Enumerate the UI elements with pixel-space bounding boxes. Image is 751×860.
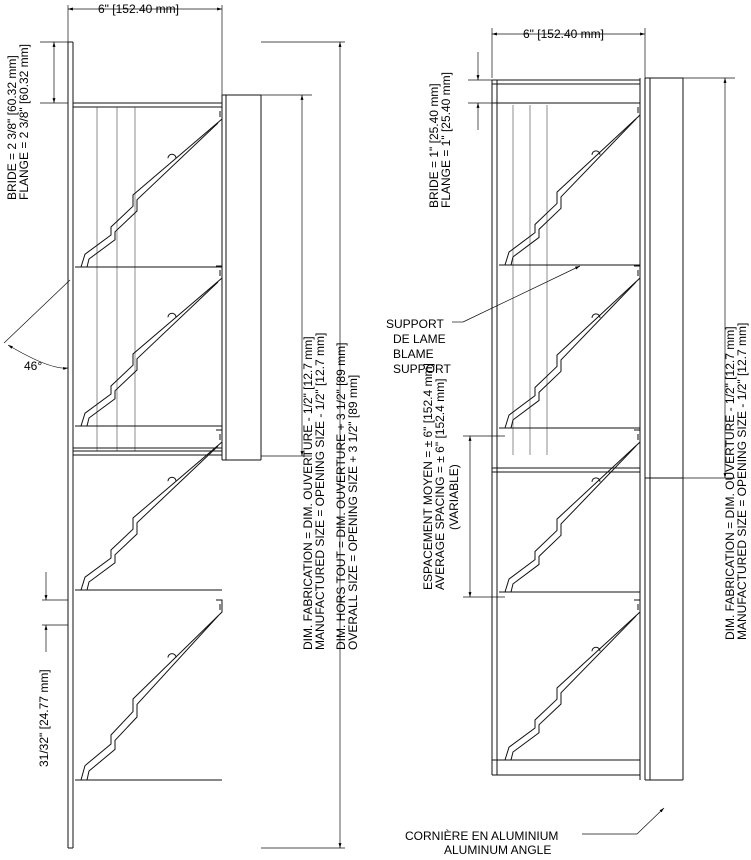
right-spacing-dim: [463, 436, 505, 597]
left-overall-fr: DIM. HORS TOUT = DIM. OUVERTURE + 3 1/2" [89 mm]: [334, 342, 348, 650]
left-width-dim: [68, 5, 222, 95]
spacing-variable: (VARIABLE): [447, 464, 461, 530]
spacing-en: AVERAGE SPACING = ± 6" [152.4 mm]: [433, 378, 447, 590]
left-angle-dim: [4, 280, 70, 368]
angle-leader: [582, 808, 664, 834]
support-leader: [452, 266, 580, 322]
left-blade-3-hook: [168, 434, 220, 481]
left-blade-3-edge-2: [87, 446, 218, 590]
right-blade-4-edge-2: [511, 616, 636, 760]
left-blade-4-hook: [168, 604, 220, 658]
left-overall-en: OVERALL SIZE = OPENING SIZE + 3 1/2" [89 mm]: [346, 374, 360, 650]
left-blade-1-hook: [168, 111, 220, 158]
left-mfg-en: MANUFACTURED SIZE = OPENING SIZE - 1/2" [12.7 mm]: [313, 332, 327, 650]
left-blade-3: [75, 430, 222, 590]
left-blade-4-edge-2: [87, 616, 218, 780]
support-en-2: SUPPORT: [393, 362, 451, 376]
left-blade-2-edge-1: [81, 266, 222, 426]
right-blade-3-hook: [592, 434, 638, 482]
left-blade-3-edge-1: [81, 430, 222, 590]
left-flange-en: FLANGE = 2 3/8" [60.32 mm]: [17, 44, 31, 200]
left-flange-fr: BRIDE = 2 3/8" [60.32 mm]: [5, 55, 19, 200]
left-width-label: 6" [152.40 mm]: [98, 2, 179, 16]
right-blade-1-edge-1: [505, 103, 640, 265]
left-blade-4-edge-1: [81, 600, 222, 780]
right-blades: [499, 103, 640, 760]
right-blade-2: [499, 266, 640, 428]
right-blade-4-edge-1: [505, 600, 640, 760]
left-blade-4: [75, 600, 222, 780]
right-lower-frame: [492, 472, 683, 780]
right-blade-4: [499, 600, 640, 760]
left-small-dim: [42, 572, 68, 652]
support-fr-2: DE LAME: [393, 332, 446, 346]
right-blade-3: [499, 430, 640, 592]
left-angle-label: 46°: [24, 359, 43, 373]
right-louver-frame: [492, 78, 683, 478]
left-blade-2-edge-2: [87, 282, 218, 426]
support-en-1: BLAME: [393, 347, 434, 361]
right-blade-2-hook: [592, 270, 638, 318]
right-flange-en: FLANGE = 1" [25.40 mm]: [439, 72, 453, 208]
right-flange-fr: BRIDE = 1" [25.40 mm]: [427, 83, 441, 208]
left-louver-frame: [68, 42, 261, 848]
left-blade-2-hook: [168, 270, 220, 317]
angle-fr: CORNIÈRE EN ALUMINIUM: [405, 829, 559, 843]
left-flange-dim: [40, 42, 68, 103]
spacing-fr: ESPACEMENT MOYEN = ± 6" [152.4 mm]: [421, 363, 435, 590]
right-mfg-fr: DIM. FABRICATION = DIM. OUVERTURE - 1/2" [12.7 mm]: [723, 326, 737, 640]
right-mfg-en: MANUFACTURED SIZE = OPENING SIZE - 1/2" [12.7 mm]: [735, 322, 749, 640]
left-blade-1-edge-2: [87, 123, 218, 267]
right-width-label: 6" [152.40 mm]: [523, 27, 604, 41]
right-blade-4-hook: [592, 604, 638, 651]
right-blade-2-edge-1: [505, 266, 640, 428]
right-blade-1-hook: [592, 107, 638, 155]
right-flange-dim: [468, 52, 492, 130]
left-small-dim-label: 31/32" [24.77 mm]: [37, 669, 51, 767]
left-blade-1-edge-1: [81, 107, 222, 267]
left-mfg-fr: DIM. FABRICATION = DIM. OUVERTURE - 1/2" [12.7 mm]: [301, 336, 315, 650]
right-blade-3-edge-1: [505, 430, 640, 592]
angle-en: ALUMINUM ANGLE: [444, 843, 552, 857]
support-fr-1: SUPPORT: [386, 317, 444, 331]
right-blade-1: [499, 103, 640, 265]
